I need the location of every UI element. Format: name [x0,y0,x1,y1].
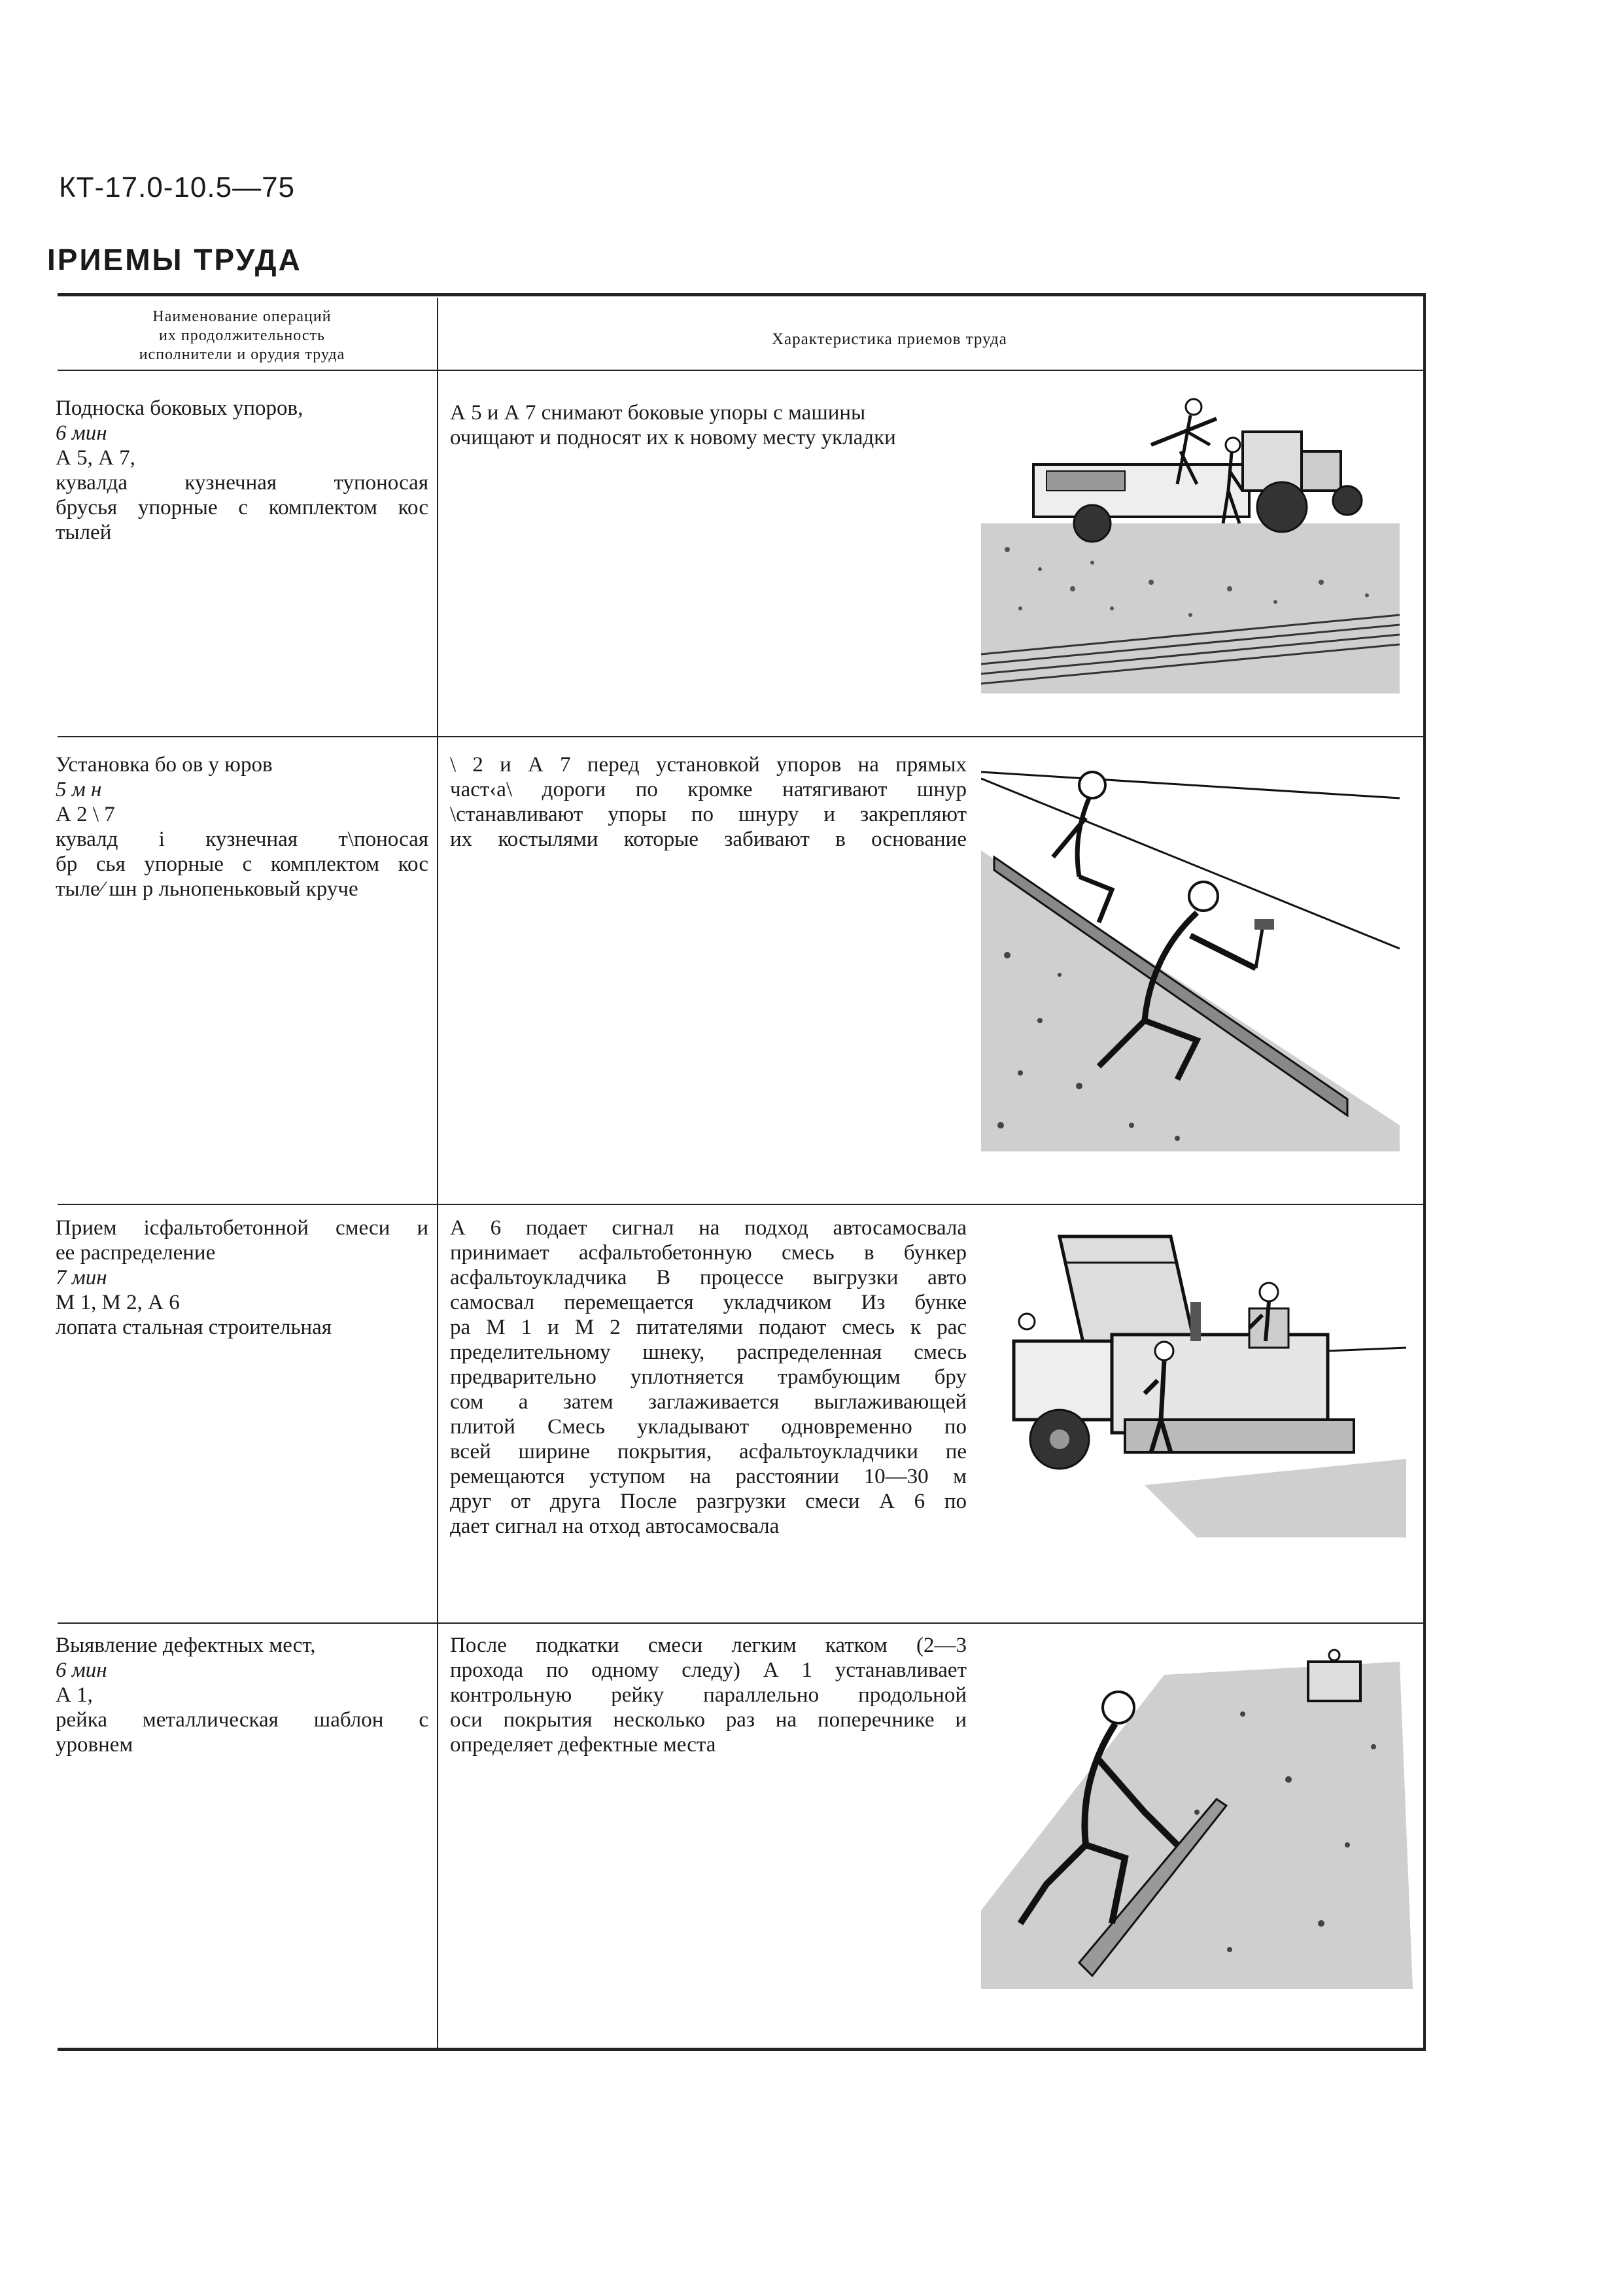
row-3-left-line: М 1, М 2, А 6 [56,1291,180,1314]
section-title: ІРИЕМЫ ТРУДА [47,243,302,277]
row-divider-3 [58,1622,1425,1624]
row-4-right-line: контрольную рейку параллельно продольной [450,1683,967,1707]
header-bottom-rule [58,370,1425,371]
column-divider [437,298,438,2048]
row-2-right-line: част‹а\ дороги по кромке натягивают шнур [450,778,967,801]
document-code: КТ-17.0-10.5—75 [59,171,296,203]
row-1-left-line: Подноска боковых упоров, [56,396,303,420]
header-characteristics: Характеристика приемов труда [772,330,1007,348]
row-2-right-line: \станавливают упоры по шнуру и закрепляют [450,803,967,826]
header-left-line: исполнители и орудия труда [139,346,345,363]
row-4-right-line: прохода по одному следу) А 1 устанавливает [450,1658,967,1682]
row-3-right-line: самосвал перемещается укладчиком Из бунке [450,1291,967,1314]
row-3-left-line: лопата стальная строительная [56,1316,332,1339]
row-4-right-line: После подкатки смеси легким катком (2—3 [450,1634,967,1657]
row-3-operation [56,1216,428,1340]
row-1-left-line: тылей [56,521,112,544]
header-left-line: их продолжительность [159,327,325,344]
row-4-left-line: уровнем [56,1733,133,1757]
row-3-right-line: предварительно уплотняется трамбующим бру [450,1365,967,1389]
row-2-left-line: Установка бо ов у юров [56,753,273,777]
row-3-right-line: ремещаются уступом на расстоянии 10—30 м [450,1465,967,1488]
row-3-left-line: 7 мин [56,1266,107,1289]
row-4-left-line: 6 мин [56,1658,107,1682]
row-4-description [450,1633,967,1757]
workers-kneeling-illustration [981,759,1400,1151]
row-1-left-line: брусья упорные с комплектом кос [56,496,428,519]
row-3-right-line: плитой Смесь укладывают одновременно по [450,1415,967,1439]
row-3-right-line: А 6 подает сигнал на подход автосамосвала [450,1216,967,1240]
table-top-rule [58,293,1425,296]
paver-illustration [1001,1223,1406,1537]
row-2-left-line: тыле⁄ шн р льнопеньковый круче [56,877,358,901]
workers-truck-illustration [981,393,1400,693]
header-left-line: Наименование операций [152,308,332,325]
row-1-left-line: А 5, А 7, [56,446,135,470]
table-bottom-rule [58,2048,1425,2051]
row-divider-1 [58,736,1425,737]
row-2-left-line: 5 м н [56,778,102,801]
row-3-description [450,1216,967,1539]
row-2-right-line: их костылями которые забивают в основание [450,828,967,851]
table-right-rule [1423,293,1426,2051]
row-3-right-line: пределительному шнеку, распределенная смесь [450,1340,967,1364]
row-3-right-line: принимает асфальтобетонную смесь в бункер [450,1241,967,1265]
row-3-right-line: всей ширине покрытия, асфальтоукладчики пе [450,1440,967,1463]
row-2-left-line: бр сья упорные с комплектом кос [56,852,428,876]
row-3-left-line: Прием ісфальтобетонной смеси и [56,1216,428,1240]
row-4-operation [56,1633,428,1757]
row-2-right-line: \ 2 и А 7 перед установкой упоров на прямых [450,753,967,777]
row-1-left-line: 6 мин [56,421,107,445]
row-1-right-line: А 5 и А 7 снимают боковые упоры с машины [450,401,866,425]
row-2-left-line: кувалд і кузнечная т\поносая [56,828,428,851]
row-2-left-line: А 2 \ 7 [56,803,115,826]
row-2-operation [56,752,428,902]
row-4-left-line: Выявление дефектных мест, [56,1634,316,1657]
row-2-description [450,752,967,852]
row-1-right-line: очищают и подносят их к новому месту укладки [450,426,896,449]
row-3-right-line: сом а затем заглаживается выглаживающей [450,1390,967,1414]
row-divider-2 [58,1204,1425,1205]
row-3-right-line: дает сигнал на отход автосамосвала [450,1515,780,1538]
row-1-description [450,400,967,450]
row-3-right-line: друг от друга После разгрузки смеси А 6 по [450,1490,967,1513]
row-1-operation [56,396,428,545]
row-4-left-line: А 1, [56,1683,93,1707]
row-1-left-line: кувалда кузнечная тупоносая [56,471,428,495]
row-4-left-line: рейка металлическая шаблон с [56,1708,428,1732]
row-3-left-line: ее распределение [56,1241,216,1265]
header-operations [88,307,396,364]
row-4-right-line: определяет дефектные места [450,1733,716,1757]
inspection-illustration [981,1649,1413,1989]
row-3-right-line: ра М 1 и М 2 питателями подают смесь к рас [450,1316,967,1339]
row-3-right-line: асфальтоукладчика В процессе выгрузки авто [450,1266,967,1289]
row-4-right-line: оси покрытия несколько раз на поперечнике и [450,1708,967,1732]
